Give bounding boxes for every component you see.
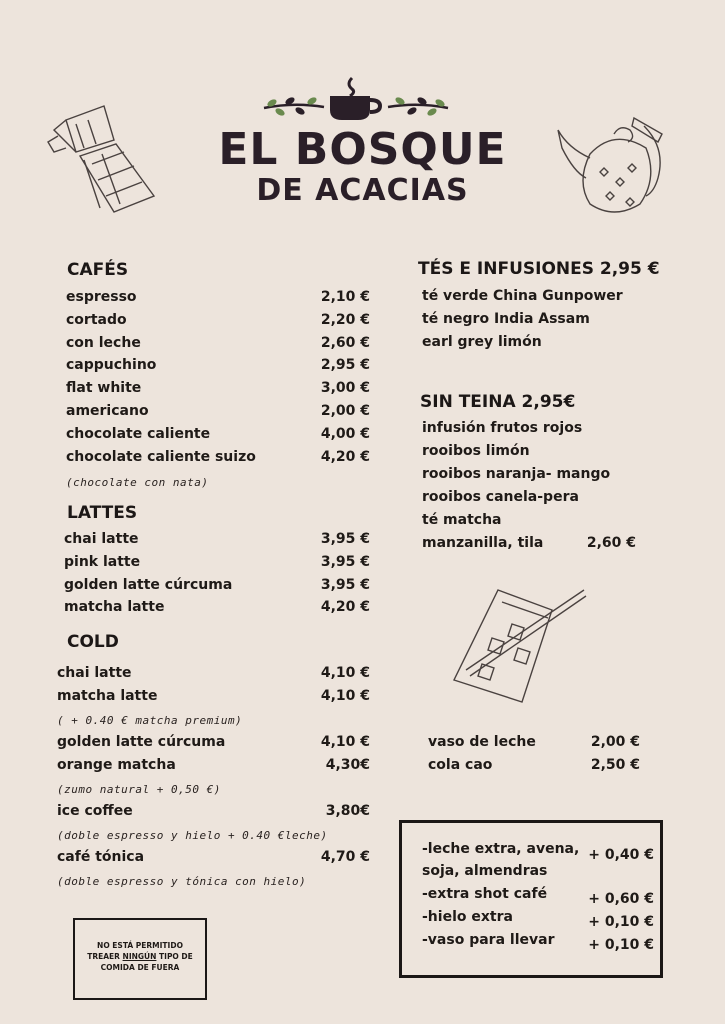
menu-item-name: chai latte	[57, 665, 132, 681]
menu-item-name: chocolate caliente	[66, 425, 211, 442]
menu-item-name: golden latte cúrcuma	[57, 734, 226, 750]
menu-item-name: té matcha	[422, 512, 502, 528]
orange-matcha-note: (zumo natural + 0,50 €)	[57, 783, 221, 796]
menu-item-price: 3,95 €	[320, 553, 370, 570]
menu-item-price: 2,10 €	[320, 289, 370, 305]
menu-item-name: cortado	[66, 311, 127, 328]
leaf-branch-icon	[386, 96, 450, 118]
menu-item-name: con leche	[66, 334, 141, 351]
extra-price: + 0,40 €	[588, 847, 654, 863]
extra-price: + 0,60 €	[588, 891, 654, 907]
menu-item-price: 2,20 €	[320, 311, 370, 328]
coffee-cup-icon	[326, 76, 384, 122]
moka-pot-icon	[44, 100, 156, 216]
notice-line: TREAER NINGÚN TIPO DE	[87, 952, 193, 961]
teapot-icon	[554, 108, 670, 224]
menu-item-name: cappuchino	[66, 357, 157, 374]
menu-item-name: matcha latte	[64, 599, 165, 616]
menu-item-name: matcha latte	[57, 688, 158, 704]
menu-item-name: espresso	[66, 289, 137, 305]
menu-item-name: té negro India Assam	[422, 310, 590, 327]
menu-item-name: orange matcha	[57, 757, 176, 773]
menu-item-price: 3,80€	[325, 803, 370, 819]
menu-item-price: 4,70 €	[320, 849, 370, 865]
menu-item-price: 2,00 €	[320, 403, 370, 419]
menu-item-price: 4,00 €	[320, 425, 370, 442]
menu-item-name: golden latte cúrcuma	[64, 576, 233, 593]
menu-item-name: rooibos canela-pera	[422, 489, 579, 505]
outside-food-notice	[73, 918, 207, 1000]
menu-item-name: chai latte	[64, 531, 139, 547]
menu-item-name: americano	[66, 403, 149, 419]
menu-item-price: 3,95 €	[320, 531, 370, 547]
menu-item-name: rooibos naranja- mango	[422, 466, 611, 482]
notice-line: NO ESTÁ PERMITIDO	[97, 941, 183, 950]
matcha-note: ( + 0.40 € matcha premium)	[57, 714, 243, 727]
menu-item-price: 4,10 €	[320, 734, 370, 750]
extra-item: -vaso para llevar	[422, 932, 555, 948]
menu-item-name: pink latte	[64, 553, 141, 570]
menu-item-price: 2,50 €	[590, 757, 640, 773]
cafes-note: (chocolate con nata)	[66, 476, 209, 489]
menu-item-price: 2,95 €	[320, 357, 370, 374]
iced-drink-icon	[452, 584, 588, 712]
menu-item-price: 4,20 €	[320, 448, 370, 465]
section-heading-tes: TÉS E INFUSIONES 2,95 €	[418, 259, 660, 279]
cafe-title: EL BOSQUE	[218, 124, 507, 175]
menu-item-price: 3,95 €	[320, 576, 370, 593]
menu-item-price: 4,30€	[325, 757, 370, 773]
extra-item: -leche extra, avena,	[422, 841, 580, 857]
extra-item: soja, almendras	[422, 863, 548, 879]
section-heading-cafes: CAFÉS	[67, 260, 129, 280]
extra-item: -hielo extra	[422, 909, 513, 925]
extra-price: + 0,10 €	[588, 914, 654, 930]
menu-item-name: earl grey limón	[422, 333, 542, 350]
menu-item-name: rooibos limón	[422, 443, 530, 459]
menu-item-price: 3,00 €	[320, 380, 370, 397]
section-heading-lattes: LATTES	[67, 503, 138, 523]
section-heading-cold: COLD	[67, 632, 119, 652]
menu-item-name: ice coffee	[57, 803, 133, 819]
extra-price: + 0,10 €	[588, 937, 654, 953]
notice-line: COMIDA DE FUERA	[100, 963, 180, 972]
menu-item-price: 2,60 €	[320, 334, 370, 351]
cafe-tonica-note: (doble espresso y tónica con hielo)	[57, 875, 307, 888]
menu-item-price: 4,10 €	[320, 665, 370, 681]
menu-item-name: vaso de leche	[428, 734, 536, 750]
menu-item-name: café tónica	[57, 849, 145, 865]
menu-item-name: cola cao	[428, 757, 493, 773]
cafe-subtitle: DE ACACIAS	[256, 173, 469, 208]
ice-coffee-note: (doble espresso y hielo + 0.40 €leche)	[57, 829, 328, 842]
menu-item-name: té verde China Gunpower	[422, 288, 623, 304]
menu-item-price: 2,00 €	[590, 734, 640, 750]
section-heading-sin-teina: SIN TEINA 2,95€	[420, 392, 576, 412]
menu-item-price: 4,20 €	[320, 599, 370, 616]
menu-item-price: 2,60 €	[586, 535, 636, 551]
menu-item-name: manzanilla, tila	[422, 535, 544, 551]
menu-item-name: chocolate caliente suizo	[66, 448, 256, 465]
menu-item-name: flat white	[66, 380, 142, 397]
menu-item-name: infusión frutos rojos	[422, 420, 583, 436]
menu-item-price: 4,10 €	[320, 688, 370, 704]
extra-item: -extra shot café	[422, 886, 548, 902]
leaf-branch-icon	[262, 96, 326, 118]
